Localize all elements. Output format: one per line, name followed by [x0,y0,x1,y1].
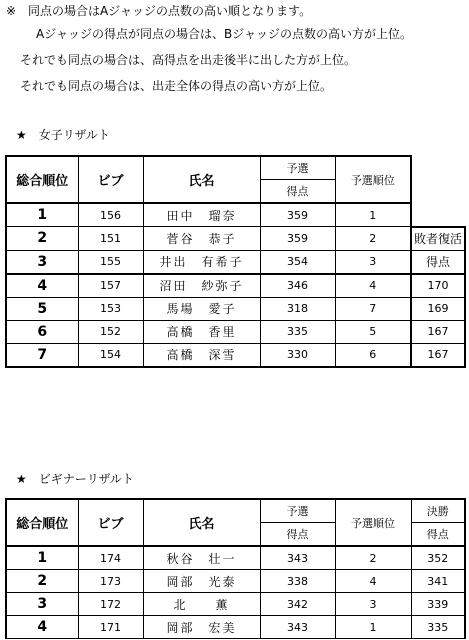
header-prelim: 予選 [260,156,335,180]
prelim-rank-cell: 4 [335,274,411,298]
name-cell: 沼田 紗弥子 [143,274,260,298]
rank-cell: 1 [6,546,78,570]
note-line-4: それでも同点の場合は、出走全体の得点の高い方が上位。 [20,79,333,93]
revival-label: 敗者復活 [411,227,465,251]
header-bib: ビブ [78,499,143,546]
bib-cell: 172 [78,593,143,616]
prelim-score-cell: 343 [260,616,335,639]
rank-cell: 2 [6,227,78,251]
prelim-rank-cell: 7 [335,297,411,320]
name-cell: 北 薫 [143,593,260,616]
header-prelim-score: 得点 [260,523,335,547]
table-row [6,250,465,274]
prelim-score-cell: 330 [260,343,335,367]
prelim-rank-cell: 1 [335,203,411,227]
final-score-cell: 339 [411,593,465,616]
prelim-rank-cell: 5 [335,320,411,343]
table-row [6,593,465,616]
bib-cell: 173 [78,570,143,593]
women-section-title: ★ 女子リザルト [16,128,110,142]
header-prelim-rank: 予選順位 [335,156,411,203]
revival-score-cell: 169 [411,297,465,320]
prelim-score-cell: 359 [260,203,335,227]
revival-score-label: 得点 [411,250,465,274]
name-cell: 高橋 深雪 [143,343,260,367]
header-rank: 総合順位 [6,156,78,203]
prelim-score-cell: 318 [260,297,335,320]
revival-score-cell: 167 [411,343,465,367]
bib-cell: 152 [78,320,143,343]
final-score-cell: 352 [411,546,465,570]
prelim-score-cell: 338 [260,570,335,593]
table-row [6,203,465,227]
revival-score-cell: 167 [411,320,465,343]
prelim-score-cell: 335 [260,320,335,343]
bib-cell: 154 [78,343,143,367]
header-final-score: 得点 [411,523,465,547]
bib-cell: 155 [78,250,143,274]
bib-cell: 151 [78,227,143,251]
prelim-rank-cell: 2 [335,227,411,251]
rank-cell: 3 [6,250,78,274]
rank-cell: 1 [6,203,78,227]
rank-cell: 4 [6,274,78,298]
rank-cell: 6 [6,320,78,343]
final-score-cell: 341 [411,570,465,593]
empty-cell [411,203,465,227]
header-name: 氏名 [143,156,260,203]
prelim-rank-cell: 6 [335,343,411,367]
name-cell: 岡部 宏美 [143,616,260,639]
name-cell: 岡部 光泰 [143,570,260,593]
prelim-rank-cell: 1 [335,616,411,639]
table-row [6,570,465,593]
bib-cell: 156 [78,203,143,227]
header-final: 決勝 [411,499,465,523]
table-row [6,343,465,367]
beginner-results-table [5,498,466,639]
prelim-score-cell: 342 [260,593,335,616]
name-cell: 井出 有希子 [143,250,260,274]
rank-cell: 3 [6,593,78,616]
header-name: 氏名 [143,499,260,546]
bib-cell: 157 [78,274,143,298]
prelim-score-cell: 354 [260,250,335,274]
prelim-score-cell: 359 [260,227,335,251]
rank-cell: 5 [6,297,78,320]
note-line-1: ※ 同点の場合はAジャッジの点数の高い順となります。 [6,4,312,18]
prelim-score-cell: 343 [260,546,335,570]
header-prelim-score: 得点 [260,180,335,204]
header-prelim-rank: 予選順位 [335,499,411,546]
rank-cell: 2 [6,570,78,593]
name-cell: 菅谷 恭子 [143,227,260,251]
name-cell: 秋谷 壮一 [143,546,260,570]
header-prelim: 予選 [260,499,335,523]
prelim-rank-cell: 3 [335,593,411,616]
bib-cell: 174 [78,546,143,570]
name-cell: 田中 瑠奈 [143,203,260,227]
table-row [6,274,465,298]
prelim-rank-cell: 4 [335,570,411,593]
bib-cell: 153 [78,297,143,320]
prelim-rank-cell: 2 [335,546,411,570]
rank-cell: 7 [6,343,78,367]
name-cell: 高橋 香里 [143,320,260,343]
beginner-section-title: ★ ビギナーリザルト [16,472,134,486]
header-bib: ビブ [78,156,143,203]
rank-cell: 4 [6,616,78,639]
table-row [6,227,465,251]
women-results-table [5,155,466,368]
final-score-cell: 335 [411,616,465,639]
note-line-2: Aジャッジの得点が同点の場合は、Bジャッジの点数の高い方が上位。 [36,27,412,41]
prelim-score-cell: 346 [260,274,335,298]
table-row [6,320,465,343]
revival-score-cell: 170 [411,274,465,298]
table-row [6,297,465,320]
table-row [6,546,465,570]
header-rank: 総合順位 [6,499,78,546]
prelim-rank-cell: 3 [335,250,411,274]
table-row [6,616,465,639]
note-line-3: それでも同点の場合は、高得点を出走後半に出した方が上位。 [20,53,357,67]
name-cell: 馬場 愛子 [143,297,260,320]
bib-cell: 171 [78,616,143,639]
